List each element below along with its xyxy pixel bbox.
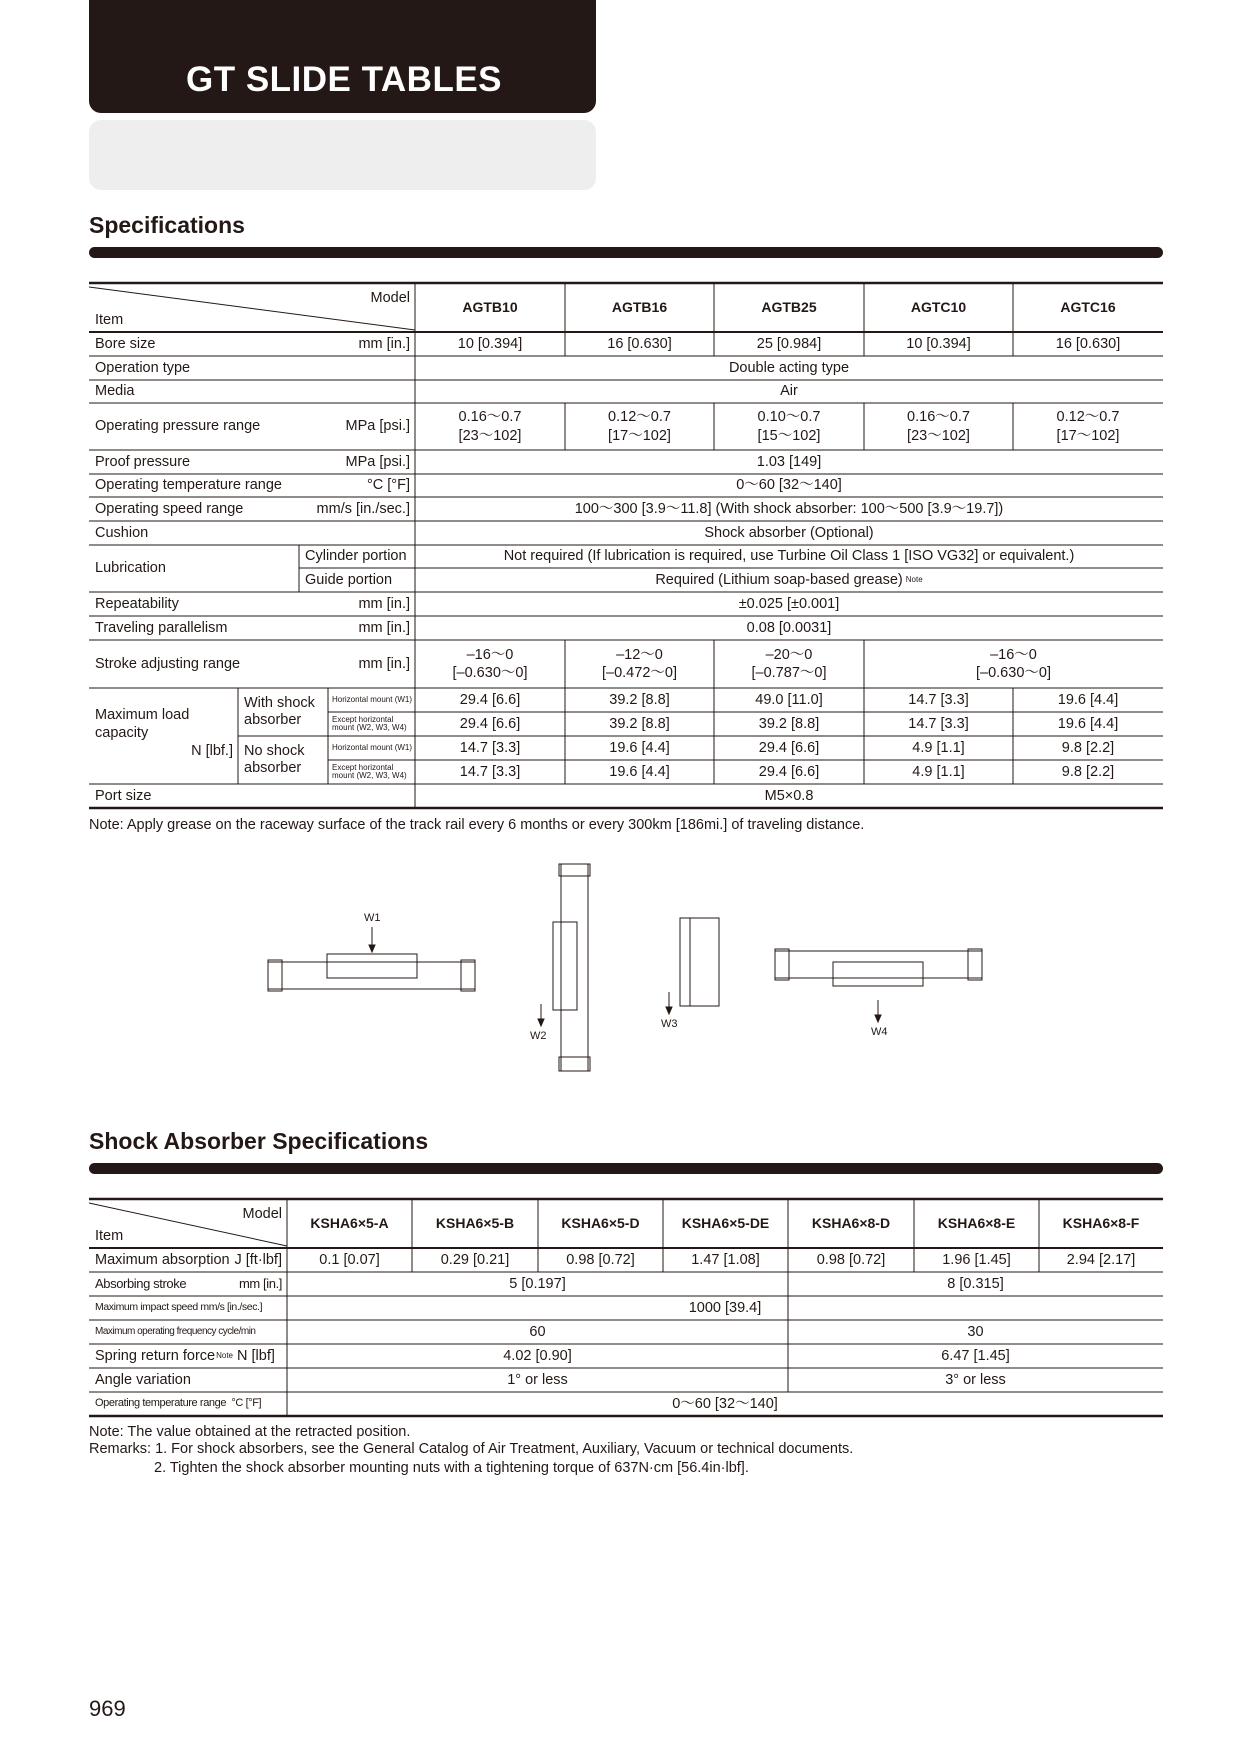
cell: 1000 [39.4] [688, 1299, 762, 1316]
model-header: AGTB16 [611, 298, 668, 315]
w2-label: W2 [530, 1030, 547, 1042]
cell-line: –16～0 [466, 646, 514, 663]
cell: 100～300 [3.9～11.8] (With shock absorber: 100～500 [3.9～19.7]) [574, 500, 1004, 517]
row-label-text: Maximum operating frequency [95, 1325, 217, 1337]
cell-line: [23～102] [907, 427, 970, 444]
cell-text: Required (Lithium soap-based grease) [655, 571, 903, 588]
shock-remarks-2: 2. Tighten the shock absorber mounting nuts with a tightening torque of 637N·cm [56.4in·lbf]. [154, 1460, 749, 1476]
mount-label: Horizontal mount (W1) [332, 742, 413, 752]
row-unit: mm [in.] [238, 1275, 282, 1291]
specifications-title: Specifications [89, 212, 245, 238]
spec-corner-item: Item [95, 311, 124, 328]
cell: 29.4 [6.6] [758, 763, 820, 780]
row-label: capacity [95, 724, 149, 741]
cell: 14.7 [3.3] [459, 739, 521, 756]
cell: 4.02 [0.90] [503, 1347, 572, 1364]
cell: 39.2 [8.8] [758, 715, 820, 732]
cell: 8 [0.315] [947, 1275, 1004, 1292]
cell: 1.96 [1.45] [942, 1251, 1011, 1268]
model-header: AGTC10 [910, 298, 967, 315]
cell-line: 0.10～0.7 [757, 409, 821, 426]
cell: 29.4 [6.6] [459, 715, 521, 732]
cell-line: [17～102] [1056, 427, 1120, 444]
cell: 0～60 [32～140] [672, 1395, 778, 1412]
row-unit: mm [in.] [358, 619, 410, 636]
row-label: Repeatability [95, 595, 179, 612]
row-label: Proof pressure [95, 453, 191, 470]
page-title: GT SLIDE TABLES [186, 60, 503, 99]
shock-model-header: KSHA6×5-D [561, 1214, 640, 1231]
shock-corner-model: Model [242, 1205, 282, 1222]
cell: 14.7 [3.3] [908, 715, 969, 732]
row-label: Maximum absorption [95, 1251, 230, 1268]
cell: 30 [967, 1323, 984, 1340]
cell: 39.2 [8.8] [609, 691, 670, 708]
shock-model-header: KSHA6×8-D [811, 1214, 891, 1231]
cell: Not required (If lubrication is required, use Turbine Oil Class 1 [ISO VG32] or equivalent.) [503, 548, 1075, 565]
cell: 6.47 [1.45] [941, 1347, 1010, 1364]
cell-line: [–0.630～0] [452, 665, 528, 681]
row-unit: cycle/min [218, 1325, 256, 1337]
cell: 25 [0.984] [756, 335, 822, 352]
cell-line: 0.12～0.7 [1056, 409, 1120, 426]
cell: Air [780, 383, 798, 400]
model-header: AGTB10 [462, 298, 518, 315]
row-unit: mm [in.] [358, 595, 410, 612]
mount-label: Except horizontal mount (W2, W3, W4) [332, 762, 407, 780]
row-unit: MPa [psi.] [345, 418, 410, 435]
page-number: 969 [89, 1696, 126, 1721]
note-marker: Note [905, 575, 923, 584]
cell: 10 [0.394] [906, 335, 971, 352]
shock-absorber-title: Shock Absorber Specifications [89, 1128, 429, 1154]
row-label: Maximum load [95, 706, 190, 723]
cell: Shock absorber (Optional) [704, 524, 874, 541]
shock-model-header: KSHA6×5-B [435, 1214, 515, 1231]
row-label: Angle variation [95, 1371, 191, 1388]
row-label: Stroke adjusting range [95, 655, 241, 672]
cell: 29.4 [6.6] [758, 739, 820, 756]
row-label: Operating speed range [95, 500, 244, 517]
cell: 19.6 [4.4] [609, 739, 670, 756]
row-label-text: Maximum impact speed [95, 1301, 198, 1314]
row-unit: mm/s [in./sec.] [316, 500, 410, 517]
cell: 0.98 [0.72] [566, 1251, 635, 1268]
cell-line: [23～102] [458, 427, 522, 444]
shock-model-header: KSHA6×5-A [310, 1214, 389, 1231]
cell: 1° or less [507, 1371, 568, 1388]
cell-line: [–0.630～0] [976, 665, 1051, 681]
row-unit: mm [in.] [358, 655, 410, 672]
cell: 19.6 [4.4] [1057, 715, 1119, 732]
spec-corner-model: Model [370, 289, 410, 306]
cell: 1.47 [1.08] [691, 1251, 760, 1268]
row-label: Bore size [95, 335, 156, 352]
cell: 10 [0.394] [457, 335, 523, 352]
row-label: Absorbing stroke [95, 1275, 187, 1291]
row-unit: °C [°F] [366, 477, 410, 494]
row-label: Operation type [95, 359, 191, 376]
row-label: Traveling parallelism [95, 619, 228, 636]
row-label [89, 1320, 287, 1344]
cell-line: –12～0 [616, 646, 663, 663]
cell: 0.98 [0.72] [816, 1251, 886, 1268]
cell: 0.29 [0.21] [440, 1251, 510, 1268]
row-sublabel: Guide portion [305, 571, 393, 588]
cell: 3° or less [945, 1371, 1006, 1388]
row-sublabel: No shock absorber [244, 742, 305, 776]
shock-model-header: KSHA6×5-DE [681, 1214, 770, 1231]
cell: 49.0 [11.0] [755, 691, 823, 708]
cell: 4.9 [1.1] [912, 763, 965, 780]
row-label [89, 1344, 287, 1368]
row-unit: mm [in.] [358, 335, 410, 352]
cell: Double acting type [728, 359, 850, 376]
cell: 0～60 [32～140] [736, 477, 842, 494]
cell: 0.1 [0.07] [319, 1251, 380, 1268]
w4-label: W4 [871, 1026, 888, 1038]
row-sublabel: With shock absorber [244, 694, 315, 728]
cell: 1.03 [149] [756, 453, 822, 470]
cell: 4.9 [1.1] [912, 739, 965, 756]
row-unit: J [ft·lbf] [234, 1251, 282, 1268]
w3-label: W3 [661, 1018, 678, 1030]
row-label: Port size [95, 787, 152, 804]
row-unit: N [lbf.] [191, 742, 233, 759]
row-label: Operating pressure range [95, 418, 261, 435]
cell-line: [15～102] [757, 427, 821, 444]
row-label: Lubrication [95, 560, 166, 577]
note-marker: Note [216, 1351, 233, 1360]
cell-line: 0.16～0.7 [907, 409, 970, 426]
cell-line: –20～0 [765, 646, 813, 663]
cell-line: [–0.472～0] [602, 665, 677, 681]
cell: 14.7 [3.3] [459, 763, 521, 780]
row-label-text: Operating temperature range [95, 1397, 227, 1410]
shock-remarks-1: Remarks: 1. For shock absorbers, see the General Catalog of Air Treatment, Auxiliary, Vacuum or technical documents. [89, 1441, 854, 1457]
shock-model-header: KSHA6×8-E [937, 1214, 1016, 1231]
cell-line: [–0.787～0] [751, 665, 827, 681]
cell: 19.6 [4.4] [1057, 691, 1119, 708]
specifications-note: Note: Apply grease on the raceway surface of the track rail every 6 months or every 300km [186mi.] of traveling distance. [89, 817, 865, 833]
row-unit: N [lbf] [237, 1347, 275, 1364]
cell: 0.08 [0.0031] [746, 619, 832, 636]
cell-line: [17～102] [608, 427, 671, 444]
cell: 19.6 [4.4] [609, 763, 670, 780]
row-unit: MPa [psi.] [345, 453, 410, 470]
cell: 14.7 [3.3] [908, 691, 969, 708]
row-unit: mm/s [in./sec.] [200, 1301, 263, 1314]
cell: 9.8 [2.2] [1061, 763, 1115, 780]
cell-line: 0.16～0.7 [458, 409, 522, 426]
cell: 29.4 [6.6] [459, 691, 521, 708]
model-header: AGTB25 [761, 298, 817, 315]
row-label: Media [95, 383, 135, 400]
cell-line: 0.12～0.7 [608, 409, 671, 426]
cell: ±0.025 [±0.001] [738, 595, 840, 612]
cell-line: –16～0 [990, 646, 1037, 663]
shock-note: Note: The value obtained at the retracted position. [89, 1424, 411, 1440]
shock-model-header: KSHA6×8-F [1062, 1214, 1140, 1231]
cell: 39.2 [8.8] [609, 715, 670, 732]
cell: 5 [0.197] [509, 1275, 566, 1292]
cell: M5×0.8 [764, 787, 814, 804]
row-label [89, 1392, 287, 1416]
cell: 2.94 [2.17] [1066, 1251, 1136, 1268]
cell: 9.8 [2.2] [1061, 739, 1115, 756]
cell: 16 [0.630] [1055, 335, 1121, 352]
row-label-text: Spring return force [95, 1347, 216, 1364]
row-label: Cushion [95, 524, 149, 541]
mount-label: Except horizontal mount (W2, W3, W4) [332, 714, 407, 732]
shock-corner-item: Item [95, 1227, 124, 1244]
mount-label: Horizontal mount (W1) [332, 694, 413, 704]
w1-label: W1 [364, 912, 381, 924]
row-unit: °C [°F] [231, 1397, 262, 1410]
row-label [89, 1296, 287, 1320]
cell: 16 [0.630] [607, 335, 672, 352]
row-label: Operating temperature range [95, 477, 282, 494]
row-sublabel: Cylinder portion [305, 548, 407, 565]
model-header: AGTC16 [1060, 298, 1116, 315]
cell: 60 [529, 1323, 546, 1340]
